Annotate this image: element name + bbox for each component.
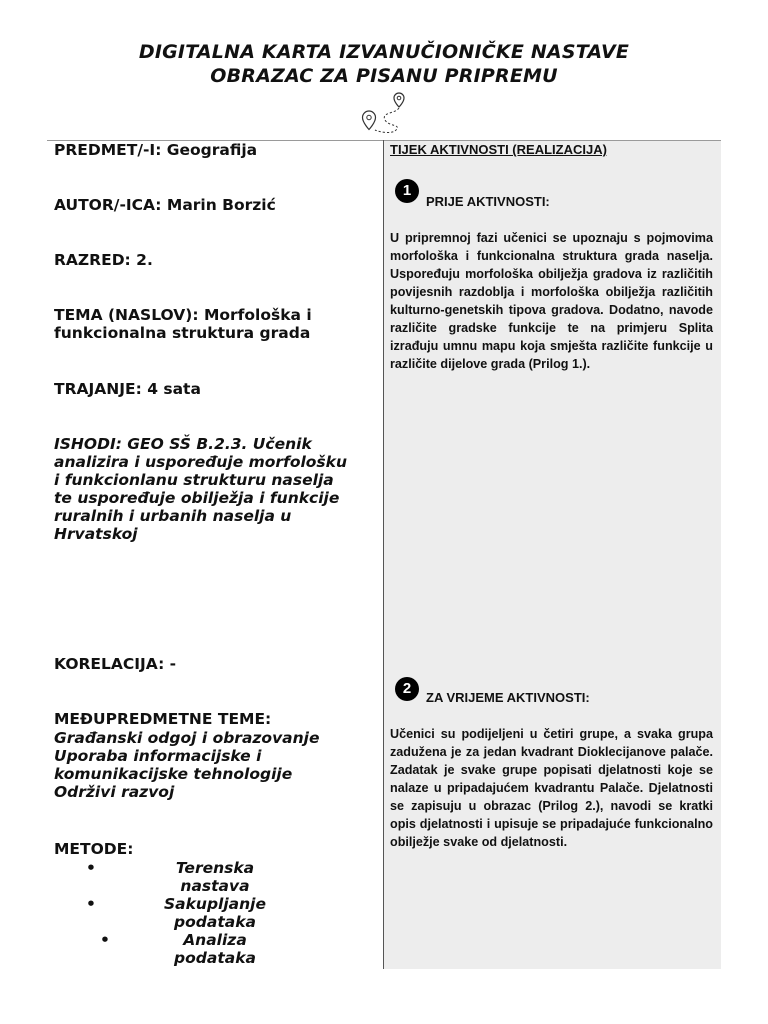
grade-field: RAZRED: 2. bbox=[54, 251, 153, 269]
methods-label: METODE: bbox=[54, 840, 134, 858]
step-2-text: Učenici su podijeljeni u četiri grupe, a svaka grupa zadužena je za jedan kvadrant Dioklecijanove palače. Zadatak je svake grupe popisati djelatnosti koje se nalaze u pripadajućem kvadrantu Palače. Djelatnosti se zapisuju u obrazac (Prilog 2.), navodi se kratki opis djelatnosti i upisuje se pripadajuće funkcionalno obilježje svake od djelatnosti. bbox=[390, 727, 713, 849]
title-line-2: OBRAZAC ZA PISANU PRIPREMU bbox=[210, 65, 558, 87]
map-pin-route-icon bbox=[355, 90, 405, 136]
step-2-label: ZA VRIJEME AKTIVNOSTI: bbox=[426, 690, 590, 705]
step-1-badge: 1 bbox=[395, 179, 419, 203]
cross-curricular-label: MEĐUPREDMETNE TEME: bbox=[54, 710, 272, 728]
step-1-label: PRIJE AKTIVNOSTI: bbox=[426, 194, 550, 209]
method-item: • Terenska nastava bbox=[86, 859, 255, 895]
method-item: • Sakupljanje podataka bbox=[86, 895, 266, 931]
activities-heading: TIJEK AKTIVNOSTI (REALIZACIJA) bbox=[390, 142, 607, 157]
method-item: • Analiza podataka bbox=[100, 931, 256, 967]
outcomes-field: ISHODI: GEO SŠ B.2.3. Učenik analizira i uspoređuje morfološku i funkcionlanu strukturu naselja te uspoređuje obilježja i funkcije ruralnih i urbanih naselja u Hrvatskoj bbox=[54, 435, 348, 543]
bullet-icon: • bbox=[100, 931, 110, 949]
bullet-icon: • bbox=[86, 859, 96, 877]
document-title bbox=[0, 40, 768, 88]
cross-curricular-items: Građanski odgoj i obrazovanje Uporaba informacijske i komunikacijske tehnologije Održivi razvoj bbox=[54, 729, 320, 801]
topic-field: TEMA (NASLOV): Morfološka i funkcionalna struktura grada bbox=[54, 306, 312, 342]
duration-field: TRAJANJE: 4 sata bbox=[54, 380, 201, 398]
step-2-badge: 2 bbox=[395, 677, 419, 701]
methods-list bbox=[54, 859, 376, 967]
step-1-text: U pripremnoj fazi učenici se upoznaju s pojmovima morfološka i funkcionalna struktura grada naselja. Uspoređuju morfološka obilježja gradova iz različitih povijesnih razdoblja i morfološka obilježja različitih kulturno-genetskih tipova gradova. Dodatno, navode različite gradske funkcije te na primjeru Splita izrađuju umnu mapu koja smješta različite funkcije u različite dijelove grada (Prilog 1.). bbox=[390, 231, 713, 371]
subject-field: PREDMET/-I: Geografija bbox=[54, 141, 258, 159]
correlation-field: KORELACIJA: - bbox=[54, 655, 177, 673]
bullet-icon: • bbox=[86, 895, 96, 913]
activities-panel bbox=[384, 141, 721, 969]
author-field: AUTOR/-ICA: Marin Borzić bbox=[54, 196, 276, 214]
title-line-1: DIGITALNA KARTA IZVANUČIONIČKE NASTAVE bbox=[138, 41, 630, 63]
column-divider bbox=[383, 140, 384, 969]
